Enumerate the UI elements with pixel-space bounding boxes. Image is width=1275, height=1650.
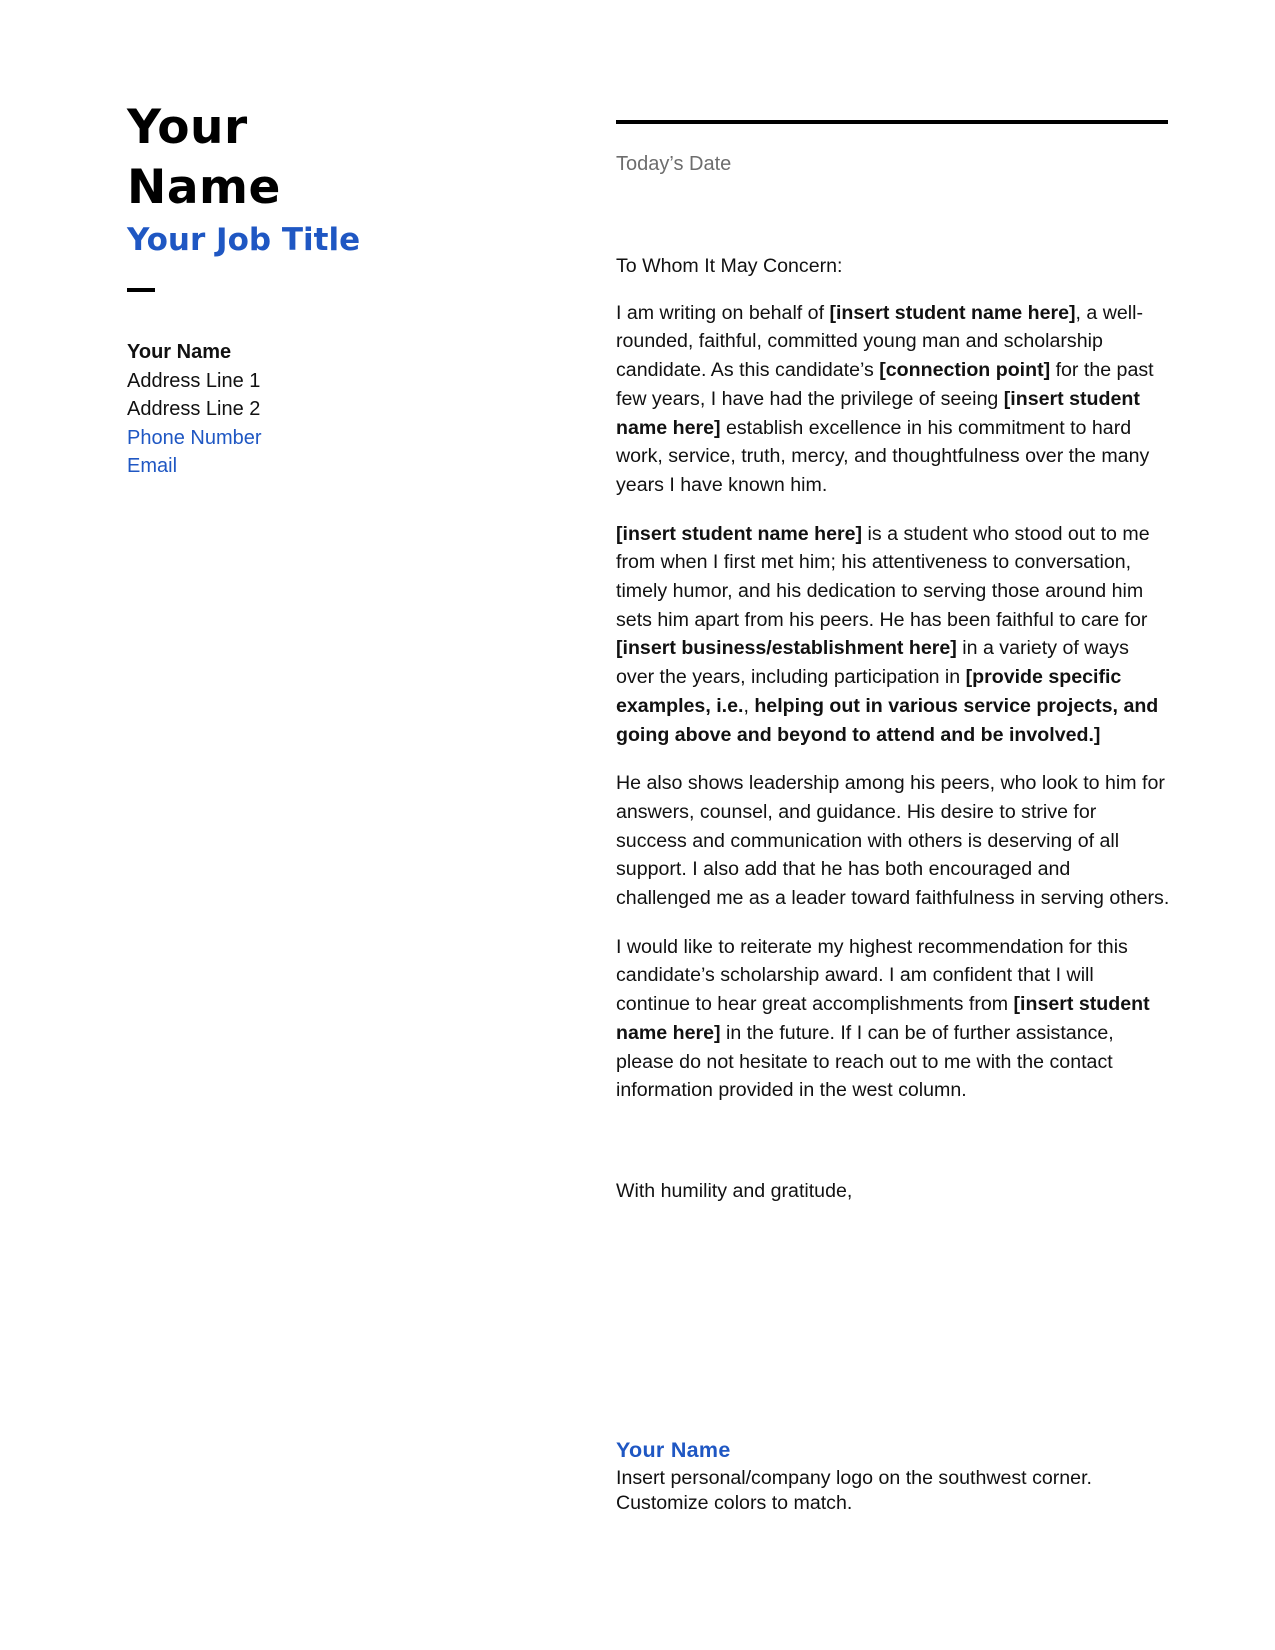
- placeholder-business: [insert business/establishment here]: [616, 637, 957, 660]
- p1-text-g: establish excellence in his commitment to hard work, service, truth, mercy, and thoughtfulness over the many years I have known him.: [616, 416, 1150, 496]
- placeholder-student-name: [insert student name here]: [829, 301, 1076, 324]
- paragraph-3: He also shows leadership among his peers, who look to him for answers, counsel, and guidance. His desire to strive for success and communication with others is deserving of all support. I also add that he has both encouraged and challenged me as a leader toward faithfulness in serving others.: [616, 772, 1170, 910]
- placeholder-student-name: [insert student name here]: [616, 387, 1140, 439]
- signature-name: Your Name: [616, 1438, 731, 1462]
- logo-note-line-2: Customize colors to match.: [616, 1492, 853, 1514]
- email-link[interactable]: Email: [127, 455, 178, 477]
- logo-note-line-1: Insert personal/company logo on the southwest corner.: [616, 1467, 1092, 1489]
- paragraph-1: [616, 299, 1170, 500]
- placeholder-student-name: [insert student name here]: [616, 993, 1150, 1044]
- placeholder-connection-point: [connection point]: [879, 359, 1051, 382]
- name-line-1: Your: [127, 100, 248, 155]
- p2-text-b: is a student who stood out to me from when I first met him; his attentiveness to conversation, timely humor, and his dedication to serving those around him sets him apart from his peers. He has been faithful to care for: [616, 522, 1150, 631]
- address-line-1: Address Line 1: [127, 369, 261, 392]
- placeholder-examples: [provide specific examples, i.e.: [616, 666, 1122, 717]
- contact-block: [127, 338, 547, 481]
- logo-note: [616, 1466, 1176, 1516]
- address-line-2: Address Line 2: [127, 398, 261, 420]
- p2-text-f: ,: [743, 694, 755, 717]
- divider-dash: [127, 288, 155, 292]
- sidebar: [127, 98, 547, 481]
- phone-number[interactable]: Phone Number: [127, 426, 262, 449]
- paragraph-4: [616, 933, 1170, 1105]
- letter-body: [616, 252, 1170, 1206]
- p1-text-a: I am writing on behalf of: [616, 301, 830, 324]
- p2-text-d: in a variety of ways over the years, including participation in: [616, 637, 1129, 689]
- closing: With humility and gratitude,: [616, 1179, 853, 1202]
- placeholder-examples-detail: helping out in various service projects, and going above and beyond to attend and be involved.]: [616, 694, 1159, 746]
- letter-column: [616, 120, 1170, 1226]
- placeholder-student-name: [insert student name here]: [616, 522, 863, 545]
- job-title: Your Job Title: [127, 222, 361, 258]
- letter-date: Today’s Date: [616, 153, 732, 175]
- name-line-2: Name: [127, 160, 281, 215]
- sender-name-heading: [127, 98, 547, 218]
- paragraph-2: [616, 520, 1170, 750]
- salutation: To Whom It May Concern:: [616, 255, 843, 277]
- p4-text-c: in the future. If I can be of further assistance, please do not hesitate to reach out to me with the contact information provided in the west column.: [616, 1021, 1114, 1102]
- top-rule: [616, 120, 1168, 124]
- p4-text-a: I would like to reiterate my highest recommendation for this candidate’s scholarship award. I am confident that I will continue to hear great accomplishments from: [616, 935, 1128, 1016]
- contact-name: Your Name: [127, 341, 232, 363]
- p1-text-c: , a well-rounded, faithful, committed young man and scholarship candidate. As this candidate’s: [616, 301, 1144, 382]
- p1-text-e: for the past few years, I have had the privilege of seeing: [616, 359, 1154, 410]
